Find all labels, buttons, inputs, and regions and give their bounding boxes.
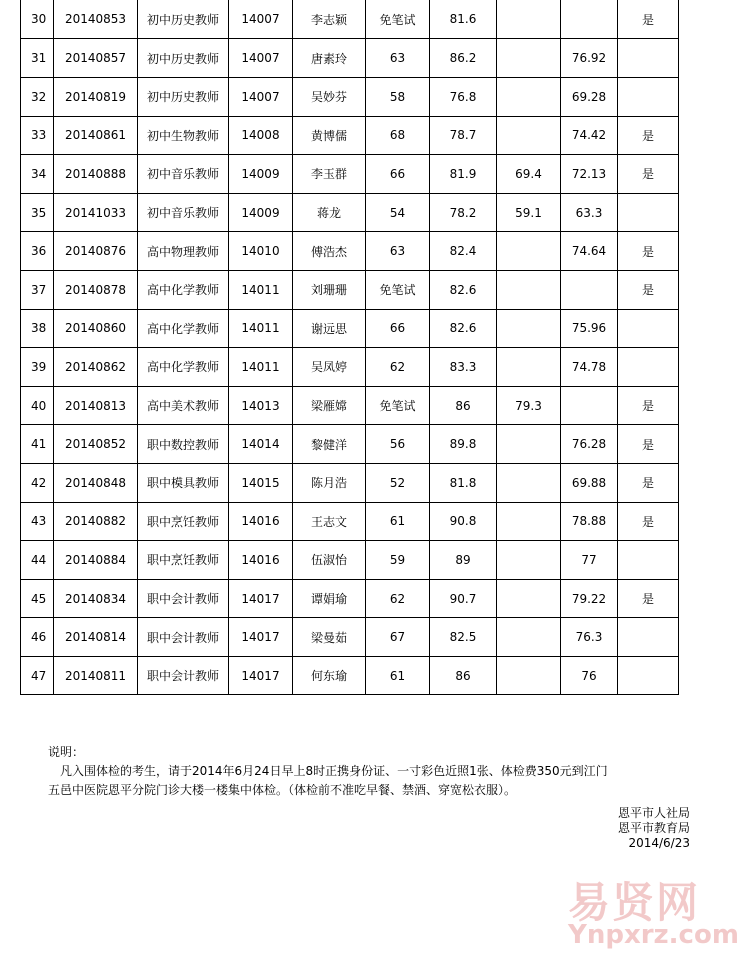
cell-code: 14008 [229, 116, 293, 155]
signature-org-1: 恩平市人社局 [617, 806, 690, 820]
cell-total: 79.22 [561, 579, 618, 618]
cell-no: 43 [21, 502, 54, 541]
cell-skill [497, 656, 561, 695]
cell-name: 伍淑怡 [293, 541, 366, 580]
cell-position: 初中音乐教师 [138, 193, 229, 232]
cell-skill [497, 270, 561, 309]
cell-written: 66 [366, 309, 430, 348]
cell-total: 63.3 [561, 193, 618, 232]
cell-written: 59 [366, 541, 430, 580]
cell-id: 20140882 [54, 502, 138, 541]
cell-code: 14013 [229, 386, 293, 425]
cell-code: 14011 [229, 270, 293, 309]
cell-total: 77 [561, 541, 618, 580]
cell-position: 高中化学教师 [138, 348, 229, 387]
cell-no: 45 [21, 579, 54, 618]
cell-id: 20140861 [54, 116, 138, 155]
cell-exam: 是 [618, 425, 679, 464]
cell-skill [497, 425, 561, 464]
cell-exam: 是 [618, 155, 679, 194]
cell-skill [497, 502, 561, 541]
cell-written: 56 [366, 425, 430, 464]
cell-name: 梁曼茹 [293, 618, 366, 657]
cell-skill [497, 618, 561, 657]
cell-position: 高中美术教师 [138, 386, 229, 425]
cell-interview: 90.7 [430, 579, 497, 618]
cell-interview: 82.5 [430, 618, 497, 657]
cell-exam [618, 348, 679, 387]
cell-total: 76.92 [561, 39, 618, 78]
cell-skill: 79.3 [497, 386, 561, 425]
cell-code: 14007 [229, 77, 293, 116]
cell-code: 14011 [229, 348, 293, 387]
table-body [21, 0, 679, 695]
cell-interview: 81.8 [430, 463, 497, 502]
cell-code: 14011 [229, 309, 293, 348]
table-row [21, 386, 679, 425]
cell-no: 46 [21, 618, 54, 657]
cell-no: 44 [21, 541, 54, 580]
cell-exam: 是 [618, 579, 679, 618]
cell-total: 74.78 [561, 348, 618, 387]
cell-written: 免笔试 [366, 270, 430, 309]
table-row [21, 0, 679, 39]
cell-total: 75.96 [561, 309, 618, 348]
table-row [21, 39, 679, 78]
cell-interview: 86.2 [430, 39, 497, 78]
cell-written: 58 [366, 77, 430, 116]
cell-total: 78.88 [561, 502, 618, 541]
cell-no: 34 [21, 155, 54, 194]
cell-code: 14015 [229, 463, 293, 502]
cell-written: 54 [366, 193, 430, 232]
cell-id: 20140860 [54, 309, 138, 348]
cell-id: 20140819 [54, 77, 138, 116]
notes-heading: 说明： [48, 745, 85, 759]
cell-interview: 78.7 [430, 116, 497, 155]
table-row [21, 463, 679, 502]
cell-code: 14017 [229, 579, 293, 618]
cell-interview: 89.8 [430, 425, 497, 464]
cell-no: 35 [21, 193, 54, 232]
table-row [21, 193, 679, 232]
cell-position: 高中化学教师 [138, 309, 229, 348]
cell-exam: 是 [618, 0, 679, 39]
watermark-cn: 易贤网 [568, 878, 701, 927]
table-row [21, 155, 679, 194]
cell-id: 20140848 [54, 463, 138, 502]
cell-no: 42 [21, 463, 54, 502]
cell-total: 76.28 [561, 425, 618, 464]
cell-exam [618, 618, 679, 657]
cell-total: 74.42 [561, 116, 618, 155]
cell-no: 37 [21, 270, 54, 309]
cell-interview: 81.6 [430, 0, 497, 39]
cell-name: 王志文 [293, 502, 366, 541]
notes-block [48, 743, 688, 800]
cell-name: 陈月浩 [293, 463, 366, 502]
notes-line-1: 凡入围体检的考生，请于2014年6月24日早上8时正携身份证、一寸彩色近照1张、体检费350元到江门 [60, 764, 608, 778]
cell-total [561, 0, 618, 39]
cell-written: 63 [366, 232, 430, 271]
cell-written: 61 [366, 502, 430, 541]
cell-written: 68 [366, 116, 430, 155]
table-row [21, 77, 679, 116]
cell-name: 梁雁嫦 [293, 386, 366, 425]
cell-interview: 86 [430, 656, 497, 695]
table-row [21, 502, 679, 541]
cell-name: 蒋龙 [293, 193, 366, 232]
cell-name: 吴妙芬 [293, 77, 366, 116]
cell-id: 20140878 [54, 270, 138, 309]
cell-id: 20140862 [54, 348, 138, 387]
cell-id: 20141033 [54, 193, 138, 232]
signature-block [618, 806, 690, 851]
cell-written: 67 [366, 618, 430, 657]
cell-interview: 83.3 [430, 348, 497, 387]
cell-exam [618, 77, 679, 116]
cell-exam [618, 39, 679, 78]
cell-exam: 是 [618, 463, 679, 502]
cell-total: 76.3 [561, 618, 618, 657]
cell-code: 14017 [229, 618, 293, 657]
cell-no: 39 [21, 348, 54, 387]
cell-code: 14009 [229, 193, 293, 232]
watermark-en: Ynpxrz.com [568, 920, 739, 950]
cell-no: 41 [21, 425, 54, 464]
cell-id: 20140853 [54, 0, 138, 39]
cell-position: 初中历史教师 [138, 39, 229, 78]
cell-id: 20140884 [54, 541, 138, 580]
cell-interview: 76.8 [430, 77, 497, 116]
cell-skill [497, 309, 561, 348]
notes-line-2: 五邑中医院恩平分院门诊大楼一楼集中体检。（体检前不准吃早餐、禁酒、穿宽松衣服）。 [48, 783, 517, 797]
cell-written: 62 [366, 348, 430, 387]
cell-exam: 是 [618, 502, 679, 541]
cell-code: 14009 [229, 155, 293, 194]
cell-name: 傅浩杰 [293, 232, 366, 271]
table-row [21, 579, 679, 618]
cell-skill [497, 579, 561, 618]
cell-interview: 90.8 [430, 502, 497, 541]
cell-name: 李志颖 [293, 0, 366, 39]
cell-code: 14016 [229, 502, 293, 541]
cell-code: 14007 [229, 0, 293, 39]
cell-written: 61 [366, 656, 430, 695]
cell-interview: 82.6 [430, 309, 497, 348]
table-row [21, 618, 679, 657]
cell-interview: 78.2 [430, 193, 497, 232]
cell-name: 吴凤婷 [293, 348, 366, 387]
cell-code: 14007 [229, 39, 293, 78]
cell-total [561, 386, 618, 425]
table-row [21, 425, 679, 464]
cell-name: 何东瑜 [293, 656, 366, 695]
cell-position: 初中历史教师 [138, 77, 229, 116]
cell-name: 黄博儒 [293, 116, 366, 155]
table-row [21, 541, 679, 580]
cell-id: 20140857 [54, 39, 138, 78]
cell-id: 20140852 [54, 425, 138, 464]
cell-interview: 81.9 [430, 155, 497, 194]
cell-total: 74.64 [561, 232, 618, 271]
signature-org-2: 恩平市教育局 [617, 821, 690, 835]
cell-position: 职中会计教师 [138, 618, 229, 657]
table-row [21, 270, 679, 309]
cell-skill [497, 463, 561, 502]
cell-written: 62 [366, 579, 430, 618]
cell-code: 14014 [229, 425, 293, 464]
cell-written: 52 [366, 463, 430, 502]
cell-skill [497, 232, 561, 271]
cell-position: 职中烹饪教师 [138, 502, 229, 541]
table-row [21, 309, 679, 348]
cell-interview: 89 [430, 541, 497, 580]
cell-exam: 是 [618, 116, 679, 155]
cell-position: 职中模具教师 [138, 463, 229, 502]
cell-skill [497, 0, 561, 39]
cell-position: 高中化学教师 [138, 270, 229, 309]
cell-no: 32 [21, 77, 54, 116]
cell-written: 63 [366, 39, 430, 78]
cell-position: 初中生物教师 [138, 116, 229, 155]
cell-skill [497, 39, 561, 78]
cell-position: 初中音乐教师 [138, 155, 229, 194]
watermark [560, 870, 739, 960]
cell-name: 谭娟瑜 [293, 579, 366, 618]
cell-position: 职中会计教师 [138, 579, 229, 618]
cell-exam [618, 541, 679, 580]
cell-name: 谢远思 [293, 309, 366, 348]
cell-total [561, 270, 618, 309]
cell-skill: 69.4 [497, 155, 561, 194]
cell-name: 唐素玲 [293, 39, 366, 78]
cell-position: 职中会计教师 [138, 656, 229, 695]
cell-code: 14016 [229, 541, 293, 580]
cell-written: 免笔试 [366, 386, 430, 425]
cell-code: 14017 [229, 656, 293, 695]
cell-interview: 82.6 [430, 270, 497, 309]
cell-name: 李玉群 [293, 155, 366, 194]
cell-exam: 是 [618, 270, 679, 309]
cell-code: 14010 [229, 232, 293, 271]
cell-total: 69.28 [561, 77, 618, 116]
cell-exam [618, 309, 679, 348]
cell-skill [497, 116, 561, 155]
cell-no: 30 [21, 0, 54, 39]
cell-position: 职中数控教师 [138, 425, 229, 464]
cell-total: 72.13 [561, 155, 618, 194]
cell-skill [497, 77, 561, 116]
cell-no: 38 [21, 309, 54, 348]
cell-exam [618, 656, 679, 695]
cell-name: 黎健洋 [293, 425, 366, 464]
cell-position: 初中历史教师 [138, 0, 229, 39]
cell-exam: 是 [618, 232, 679, 271]
results-table [20, 0, 679, 695]
cell-written: 免笔试 [366, 0, 430, 39]
cell-skill [497, 541, 561, 580]
cell-exam: 是 [618, 386, 679, 425]
cell-id: 20140876 [54, 232, 138, 271]
table-row [21, 656, 679, 695]
cell-position: 高中物理教师 [138, 232, 229, 271]
cell-id: 20140813 [54, 386, 138, 425]
cell-total: 76 [561, 656, 618, 695]
cell-exam [618, 193, 679, 232]
cell-skill [497, 348, 561, 387]
cell-interview: 82.4 [430, 232, 497, 271]
cell-no: 31 [21, 39, 54, 78]
signature-date: 2014/6/23 [628, 836, 690, 850]
cell-id: 20140814 [54, 618, 138, 657]
cell-interview: 86 [430, 386, 497, 425]
cell-total: 69.88 [561, 463, 618, 502]
cell-no: 40 [21, 386, 54, 425]
cell-skill: 59.1 [497, 193, 561, 232]
table-row [21, 116, 679, 155]
table-row [21, 348, 679, 387]
cell-id: 20140811 [54, 656, 138, 695]
table-row [21, 232, 679, 271]
cell-no: 33 [21, 116, 54, 155]
cell-no: 47 [21, 656, 54, 695]
cell-written: 66 [366, 155, 430, 194]
cell-id: 20140888 [54, 155, 138, 194]
cell-id: 20140834 [54, 579, 138, 618]
cell-position: 职中烹饪教师 [138, 541, 229, 580]
cell-name: 刘珊珊 [293, 270, 366, 309]
cell-no: 36 [21, 232, 54, 271]
